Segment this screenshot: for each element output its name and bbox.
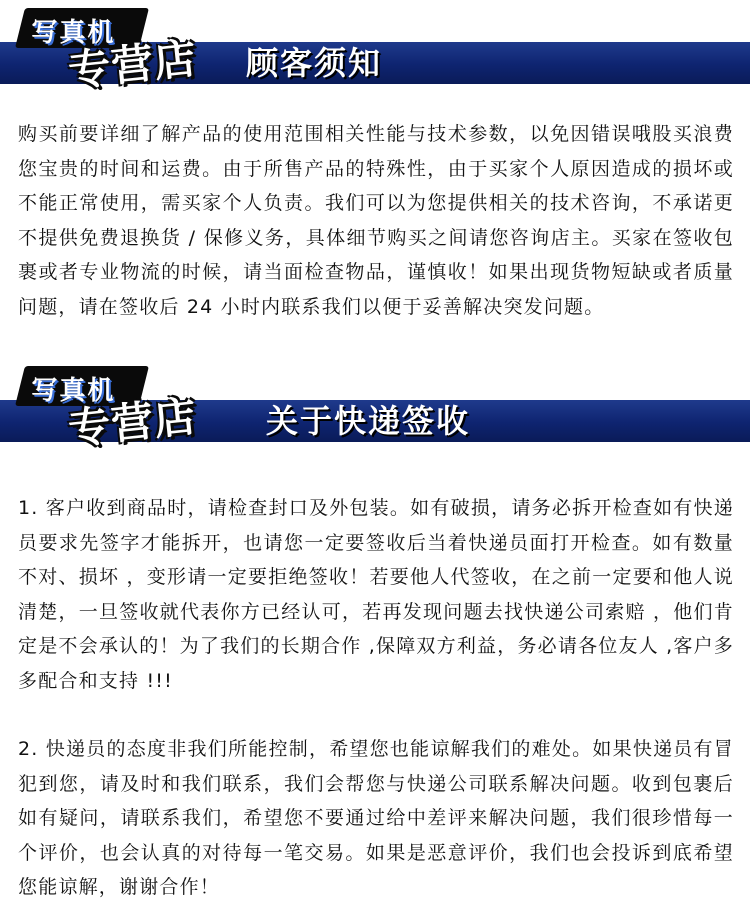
section-banner-customer-notice xyxy=(0,6,750,98)
store-badge xyxy=(0,6,230,98)
badge-main xyxy=(58,32,228,96)
paragraph: 购买前要详细了解产品的使用范围相关性能与技术参数，以免因错误哦股买浪费您宝贵的时间和运费。由于所售产品的特殊性，由于买家个人原因造成的损坏或不能正常使用，需买家个人负责。我们可以为您提供相关的技术咨询，不承诺更不提供免费退换货 / 保修义务，具体细节购买之间请您咨询店主。买家在签收包裹或者专业物流的时候，请当面检查物品，谨慎收！如果出现货物短缺或者质量问题，请在签收后 24 小时内联系我们以便于妥善解决突发问题。 xyxy=(18,123,734,318)
section-title: 顾客须知 xyxy=(246,44,383,82)
section-banner-delivery xyxy=(0,364,750,456)
store-badge xyxy=(0,364,230,456)
section-body-customer-notice xyxy=(18,117,734,324)
badge-main xyxy=(58,390,228,454)
paragraph: 2. 快递员的态度非我们所能控制，希望您也能谅解我们的难处。如果快递员有冒犯到您，请及时和我们联系，我们会帮您与快递公司联系解决问题。收到包裹后如有疑问，请联系我们，希望您不要通过给中差评来解决问题，我们很珍惜每一个评价，也会认真的对待每一笔交易。如果是恶意评价，我们也会投诉到底希望您能谅解，谢谢合作！ xyxy=(18,738,734,898)
badge-top-text: 写真机 xyxy=(31,376,116,406)
badge-main-text: 专营店 xyxy=(66,33,200,96)
section-body-delivery xyxy=(18,491,734,905)
section-title: 关于快递签收 xyxy=(266,402,471,440)
badge-main-text: 专营店 xyxy=(66,391,200,454)
badge-top-text: 写真机 xyxy=(31,18,116,48)
paragraph: 1. 客户收到商品时，请检查封口及外包装。如有破损，请务必拆开检查如有快递员要求先签字才能拆开，也请您一定要签收后当着快递员面打开检查。如有数量不对、损坏 ，变形请一定要拒绝签收！若要他人代签收，在之前一定要和他人说清楚，一旦签收就代表你方已经认可，若再发现问题去找快递公司索赔 ，他们肯定是不会承认的！为了我们的长期合作 ,保障双方利益，务必请各位友人 ,客户多多配合和支持 !!! xyxy=(18,497,734,692)
